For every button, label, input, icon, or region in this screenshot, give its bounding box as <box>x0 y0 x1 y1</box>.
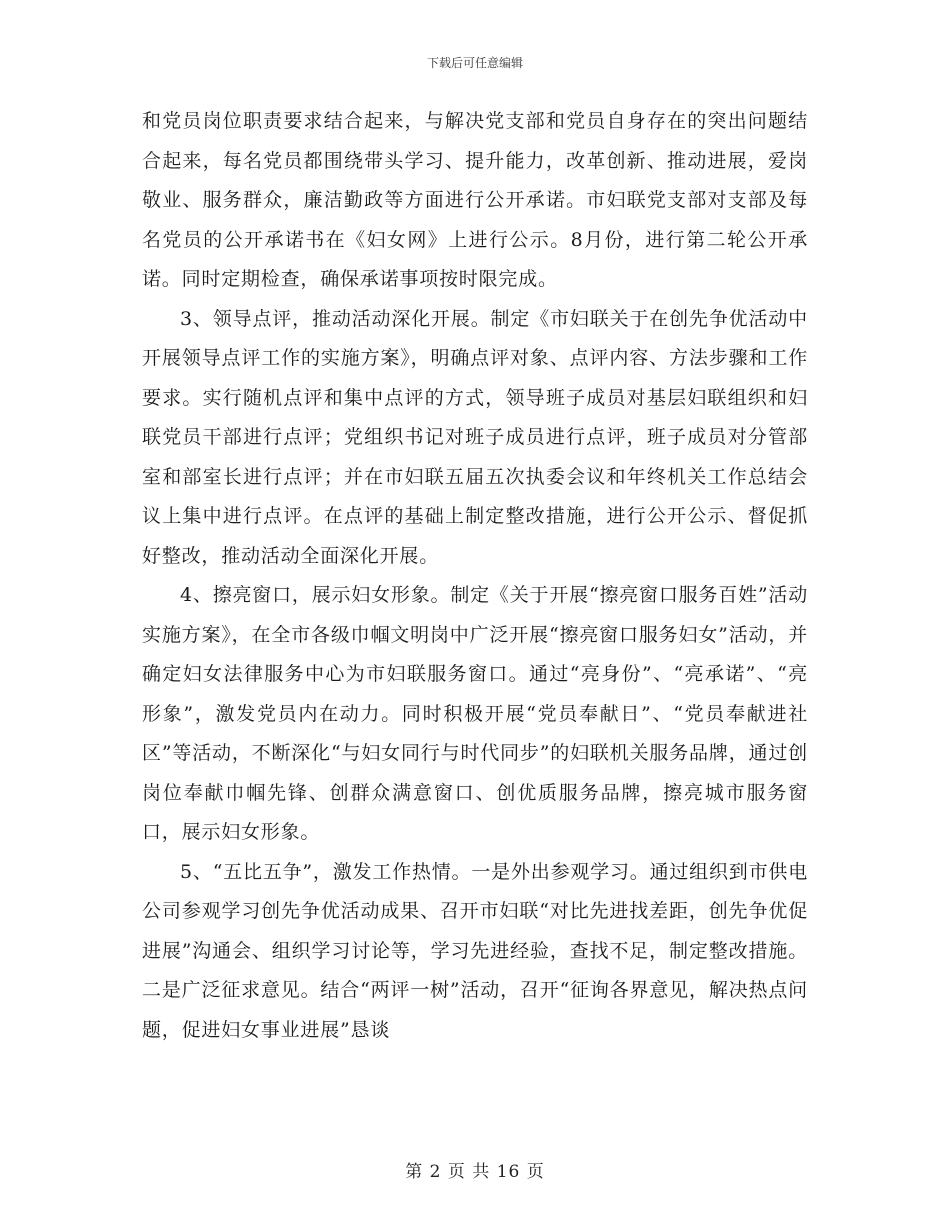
paragraph-item-5: 5、“五比五争”，激发工作热情。一是外出参观学习。通过组织到市供电公司参观学习创先争优活动成果、召开市妇联“对比先进找差距，创先争优促进展”沟通会、组织学习讨论等，学习先进经验，查找不足，制定整改措施。二是广泛征求意见。结合“两评一树”活动，召开“征询各界意见，解决热点问题，促进妇女事业进展”恳谈 <box>142 860 808 1041</box>
paragraph-item-3: 3、领导点评，推动活动深化开展。制定《市妇联关于在创先争优活动中开展领导点评工作的实施方案》，明确点评对象、点评内容、方法步骤和工作要求。实行随机点评和集中点评的方式，领导班子成员对基层妇联组织和妇联党员干部进行点评；党组织书记对班子成员进行点评，班子成员对分管部室和部室长进行点评；并在市妇联五届五次执委会议和年终机关工作总结会议上集中进行点评。在点评的基础上制定整改措施，进行公开公示、督促抓好整改，推动活动全面深化开展。 <box>142 307 808 567</box>
paragraph-item-4: 4、擦亮窗口，展示妇女形象。制定《关于开展“擦亮窗口服务百姓”活动实施方案》，在全市各级巾帼文明岗中广泛开展“擦亮窗口服务妇女”活动，并确定妇女法律服务中心为市妇联服务窗口。通过“亮身份”、“亮承诺”、“亮形象”，激发党员内在动力。同时积极开展“党员奉献日”、“党员奉献进社区”等活动，不断深化“与妇女同行与时代同步”的妇联机关服务品牌，通过创岗位奉献巾帼先锋、创群众满意窗口、创优质服务品牌，擦亮城市服务窗口，展示妇女形象。 <box>142 584 808 843</box>
paragraph-continuation: 和党员岗位职责要求结合起来，与解决党支部和党员自身存在的突出问题结合起来，每名党员都围绕带头学习、提升能力，改革创新、推动进展，爱岗敬业、服务群众，廉洁勤政等方面进行公开承诺。市妇联党支部对支部及每名党员的公开承诺书在《妇女网》上进行公示。8月份，进行第二轮公开承诺。同时定期检查，确保承诺事项按时限完成。 <box>142 110 808 290</box>
page-footer: 第 2 页 共 16 页 <box>405 1162 545 1182</box>
document-body <box>142 102 808 1050</box>
page-header: 下载后可任意编辑 <box>426 56 523 70</box>
